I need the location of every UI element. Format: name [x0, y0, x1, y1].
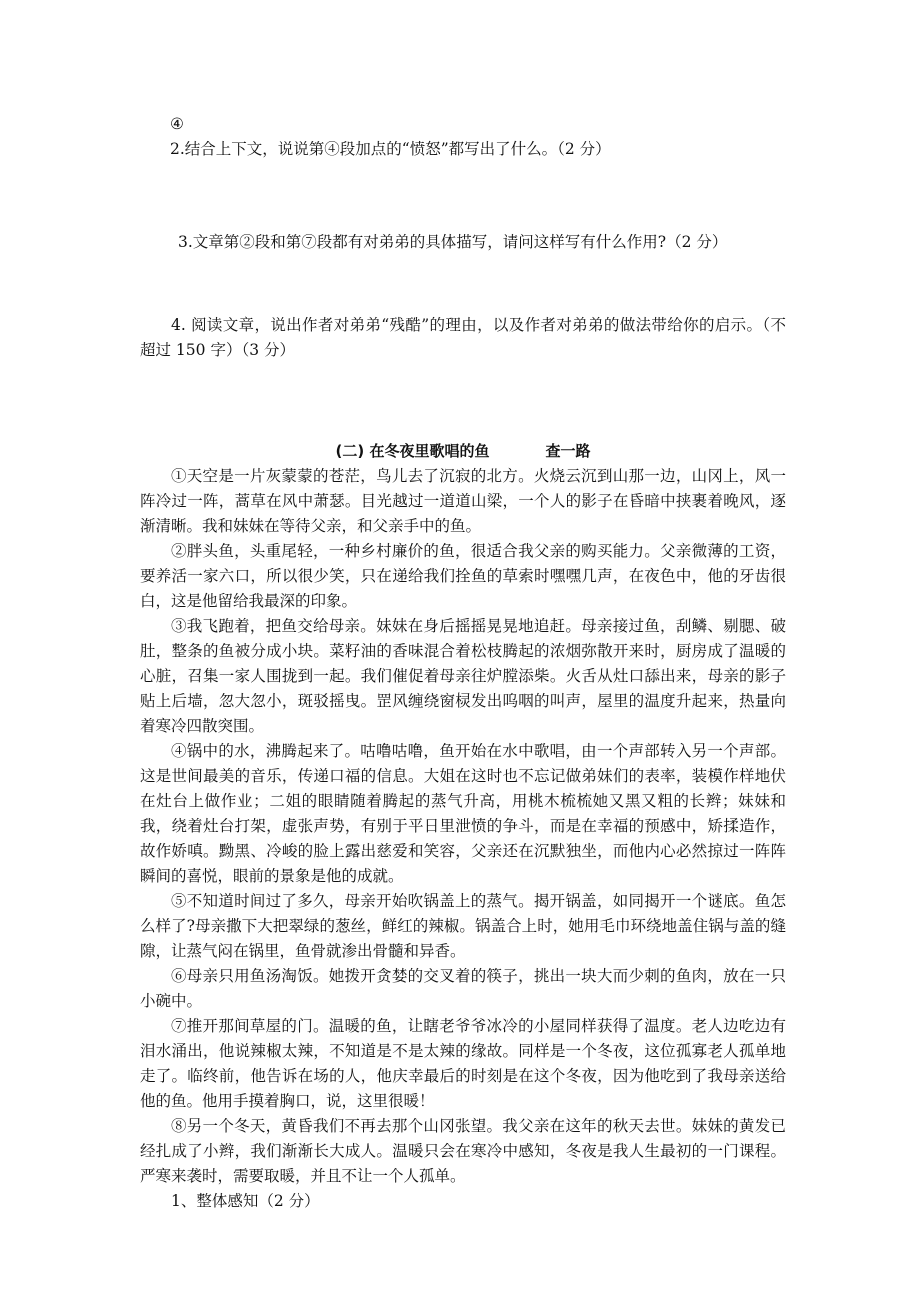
answer-space-4 — [170, 363, 786, 439]
sub-question-1: 1、整体感知（2 分） — [171, 1192, 320, 1210]
article-title: (二) 在冬夜里歌唱的鱼 — [335, 442, 490, 460]
article-paragraph-1: ①天空是一片灰蒙蒙的苍茫，鸟儿去了沉寂的北方。火烧云沉到山那一边，山冈上，风一阵冷过一阵，蒿草在风中萧瑟。目光越过一道道山梁，一个人的影子在昏暗中挟裹着晚风，逐渐清晰。我和妹妹在等待父亲，和父亲手中的鱼。 — [140, 467, 786, 535]
article-heading — [140, 439, 786, 464]
document-page — [140, 112, 786, 1214]
article-paragraph-8: ⑧另一个冬天，黄昏我们不再去那个山冈张望。我父亲在这年的秋天去世。妹妹的黄发已经扎成了小辫，我们渐渐长大成人。温暖只会在寒冷中感知，冬夜是我人生最初的一门课程。严寒来袭时，需要取暖，并且不让一个人孤单。 — [140, 1117, 786, 1185]
article-author: 查一路 — [545, 442, 591, 460]
article-paragraph-2: ②胖头鱼，头重尾轻，一种乡村廉价的鱼，很适合我父亲的购买能力。父亲微薄的工资，要养活一家六口，所以很少笑，只在递给我们拴鱼的草索时嘿嘿几声，在夜色中，他的牙齿很白，这是他留给我最深的印象。 — [140, 542, 786, 610]
answer-space-2 — [170, 162, 786, 230]
question-2: 2.结合上下文，说说第④段加点的“愤怒”都写出了什么。（2 分） — [170, 140, 611, 158]
article-paragraph-3: ③我飞跑着，把鱼交给母亲。妹妹在身后摇摇晃晃地追赶。母亲接过鱼，刮鳞、剔腮、破肚，整条的鱼被分成小块。菜籽油的香味混合着松枝腾起的浓烟弥散开来时，厨房成了温暖的心脏，召集一家人围拢到一起。我们催促着母亲往炉膛添柴。火舌从灶口舔出来，母亲的影子贴上后墙，忽大忽小，斑驳摇曳。罡风缠绕窗棂发出呜咽的叫声，屋里的温度升起来，热量向着寒冷四散突围。 — [140, 617, 786, 735]
article-paragraph-7: ⑦推开那间草屋的门。温暖的鱼，让瞎老爷爷冰冷的小屋同样获得了温度。老人边吃边有泪水涌出，他说辣椒太辣，不知道是不是太辣的缘故。同样是一个冬夜，这位孤寡老人孤单地走了。临终前，他告诉在场的人，他庆幸最后的时刻是在这个冬夜，因为他吃到了我母亲送给他的鱼。他用手摸着胸口，说，这里很暖！ — [140, 1017, 786, 1110]
question-3: 3.文章第②段和第⑦段都有对弟弟的具体描写，请问这样写有什么作用?（2 分） — [178, 233, 728, 251]
article-paragraph-5: ⑤不知道时间过了多久，母亲开始吹锅盖上的蒸气。揭开锅盖，如同揭开一个谜底。鱼怎么样了?母亲撒下大把翠绿的葱丝，鲜红的辣椒。锅盖合上时，她用毛巾环绕地盖住锅与盖的缝隙，让蒸气闷在锅里，鱼骨就渗出骨髓和异香。 — [140, 892, 786, 960]
article-paragraph-6: ⑥母亲只用鱼汤淘饭。她拨开贪婪的交叉着的筷子，挑出一块大而少刺的鱼肉，放在一只小碗中。 — [140, 967, 786, 1010]
top-marker: ④ — [170, 115, 184, 133]
question-4: 4. 阅读文章，说出作者对弟弟“残酷”的理由，以及作者对弟弟的做法带给你的启示。（不超过 150 字）（3 分） — [140, 316, 786, 359]
answer-space-3 — [170, 255, 786, 313]
article-paragraph-4: ④锅中的水，沸腾起来了。咕噜咕噜，鱼开始在水中歌唱，由一个声部转入另一个声部。这是世间最美的音乐，传递口福的信息。大姐在这时也不忘记做弟妹们的表率，装模作样地伏在灶台上做作业；二姐的眼睛随着腾起的蒸气升高，用桃木梳梳她又黑又粗的长辫；妹妹和我，绕着灶台打架，虚张声势，有别于平日里泄愤的争斗，而是在幸福的预感中，矫揉造作，故作娇嗔。黝黑、冷峻的脸上露出慈爱和笑容，父亲还在沉默独坐，而他内心必然掠过一阵阵瞬间的喜悦，眼前的景象是他的成就。 — [140, 742, 786, 885]
